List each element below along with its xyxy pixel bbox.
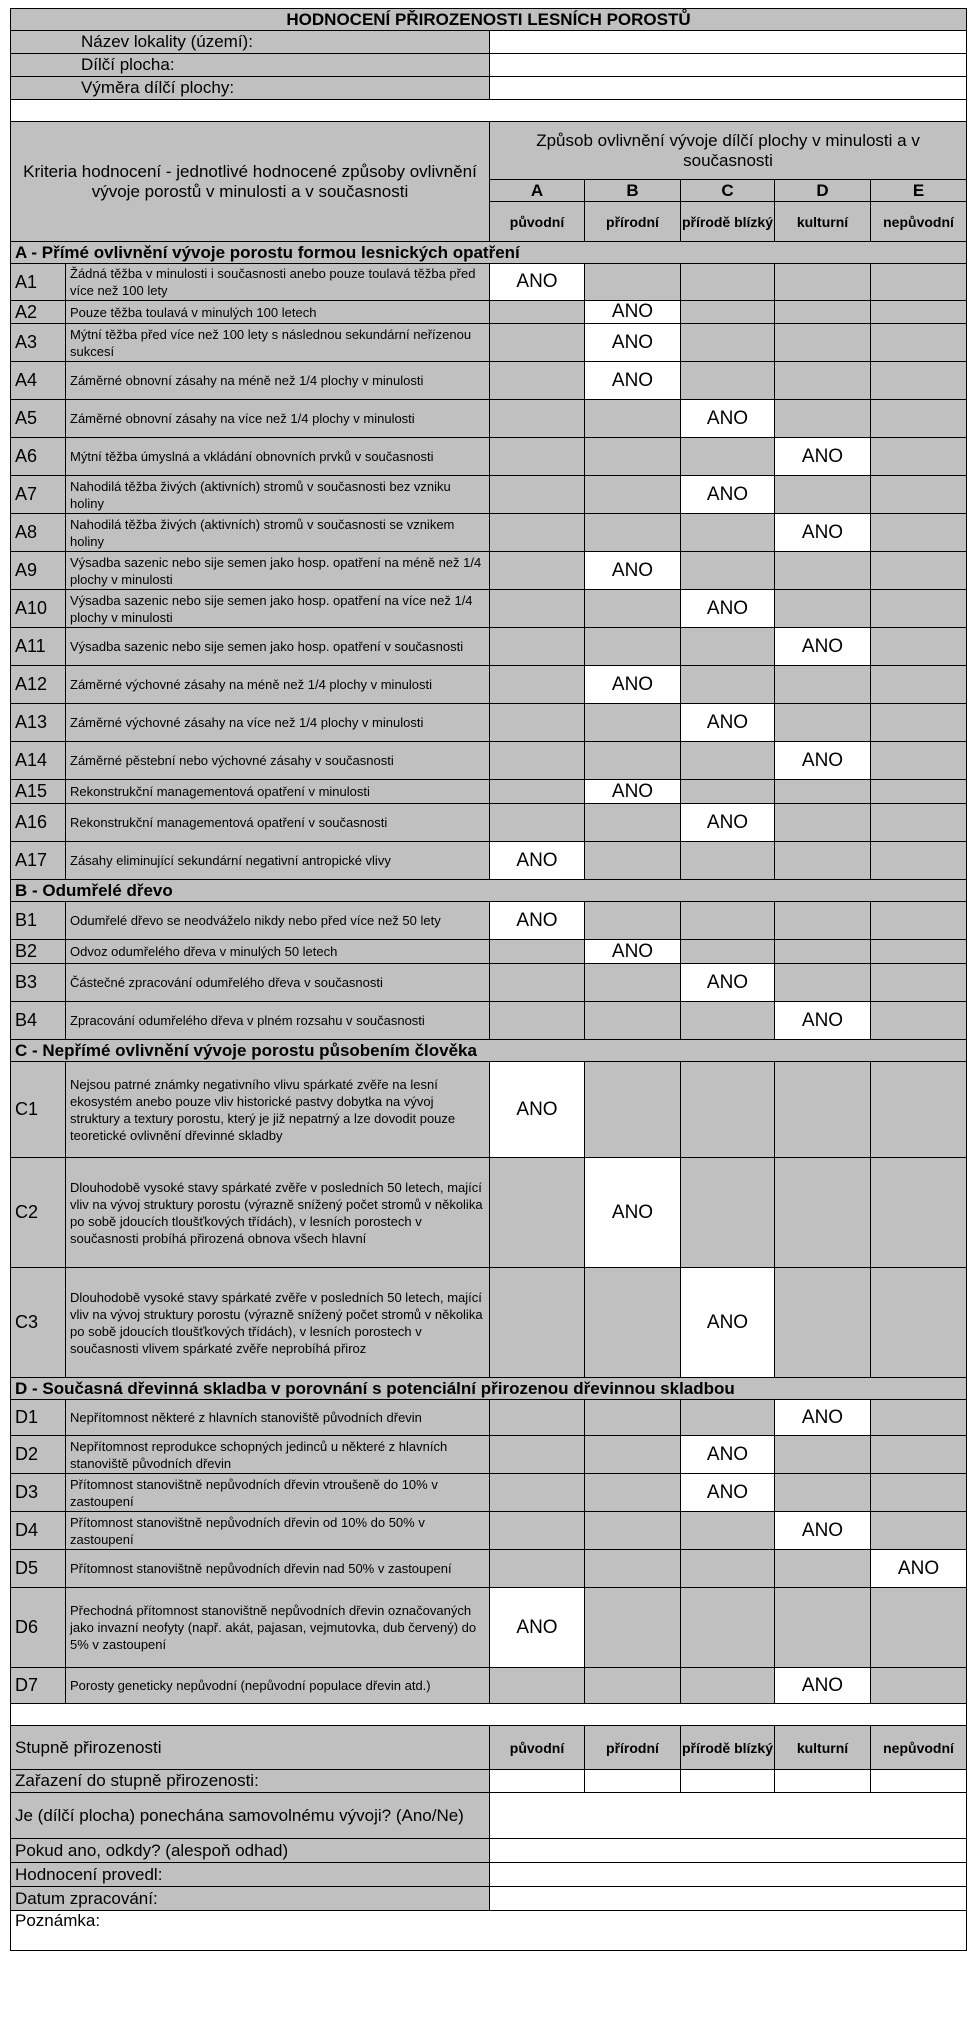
empty-cell — [775, 704, 871, 742]
category-name: přírodě blízký — [681, 202, 775, 242]
criterion-code: A13 — [11, 704, 66, 742]
empty-cell — [775, 1158, 871, 1268]
ano-cell[interactable]: ANO — [681, 400, 775, 438]
criterion-description: Nepřítomnost některé z hlavních stanoviště původních dřevin — [66, 1400, 490, 1436]
classification-cell[interactable] — [490, 1770, 585, 1793]
empty-cell — [775, 964, 871, 1002]
criterion-code: A3 — [11, 324, 66, 362]
empty-cell — [871, 324, 967, 362]
classification-cell[interactable] — [871, 1770, 967, 1793]
empty-cell — [490, 1668, 585, 1704]
empty-cell — [490, 704, 585, 742]
empty-cell — [775, 666, 871, 704]
empty-cell — [490, 476, 585, 514]
empty-cell — [490, 590, 585, 628]
criterion-row — [11, 1002, 967, 1040]
criterion-description: Žádná těžba v minulosti i současnosti anebo pouze toulavá těžba před více než 100 lety — [66, 264, 490, 301]
category-name: přírodě blízký — [681, 1726, 775, 1770]
empty-cell — [585, 590, 681, 628]
criterion-description: Záměrné obnovní zásahy na méně než 1/4 plochy v minulosti — [66, 362, 490, 400]
locality-name-label: Název lokality (území): — [11, 31, 490, 54]
ano-cell[interactable]: ANO — [775, 1668, 871, 1704]
form-title: HODNOCENÍ PŘIROZENOSTI LESNÍCH POROSTŮ — [11, 9, 967, 31]
criterion-row — [11, 362, 967, 400]
empty-cell — [490, 1512, 585, 1550]
empty-cell — [775, 842, 871, 880]
empty-cell — [490, 666, 585, 704]
criterion-row — [11, 1436, 967, 1474]
criterion-row — [11, 804, 967, 842]
empty-cell — [871, 400, 967, 438]
criterion-row — [11, 1158, 967, 1268]
criterion-code: A9 — [11, 552, 66, 590]
ano-cell[interactable]: ANO — [681, 804, 775, 842]
criterion-row — [11, 552, 967, 590]
empty-cell — [585, 1062, 681, 1158]
ano-cell[interactable]: ANO — [775, 1512, 871, 1550]
ano-cell[interactable]: ANO — [775, 1400, 871, 1436]
category-name: původní — [490, 202, 585, 242]
criterion-description: Výsadba sazenic nebo sije semen jako hosp. opatření na více než 1/4 plochy v minulosti — [66, 590, 490, 628]
empty-cell — [775, 590, 871, 628]
empty-cell — [585, 1588, 681, 1668]
empty-cell — [775, 301, 871, 324]
empty-cell — [775, 1588, 871, 1668]
ano-cell[interactable]: ANO — [490, 1062, 585, 1158]
empty-cell — [775, 476, 871, 514]
empty-cell — [775, 400, 871, 438]
criterion-code: A1 — [11, 264, 66, 301]
criterion-description: Rekonstrukční managementová opatření v současnosti — [66, 804, 490, 842]
criterion-row — [11, 1550, 967, 1588]
criterion-row — [11, 704, 967, 742]
criterion-row — [11, 438, 967, 476]
empty-cell — [681, 902, 775, 940]
criterion-description: Mýtní těžba před více než 100 lety s následnou sekundární neřízenou sukcesí — [66, 324, 490, 362]
empty-cell — [490, 1002, 585, 1040]
evaluator-field[interactable] — [490, 1863, 967, 1887]
criterion-code: A16 — [11, 804, 66, 842]
criterion-code: A11 — [11, 628, 66, 666]
empty-cell — [681, 514, 775, 552]
empty-cell — [871, 438, 967, 476]
ano-cell[interactable]: ANO — [681, 1436, 775, 1474]
criterion-code: A17 — [11, 842, 66, 880]
empty-cell — [871, 362, 967, 400]
empty-cell — [490, 438, 585, 476]
ano-cell[interactable]: ANO — [775, 742, 871, 780]
ano-cell[interactable]: ANO — [681, 476, 775, 514]
criterion-row — [11, 514, 967, 552]
criterion-description: Zásahy eliminující sekundární negativní antropické vlivy — [66, 842, 490, 880]
ano-cell[interactable]: ANO — [585, 362, 681, 400]
criterion-code: D4 — [11, 1512, 66, 1550]
empty-cell — [490, 1158, 585, 1268]
criterion-description: Pouze těžba toulavá v minulých 100 letech — [66, 301, 490, 324]
empty-cell — [871, 666, 967, 704]
criterion-code: D1 — [11, 1400, 66, 1436]
criterion-description: Přítomnost stanovištně nepůvodních dřevin vtroušeně do 10% v zastoupení — [66, 1474, 490, 1512]
category-letter: E — [871, 180, 967, 202]
since-label: Pokud ano, odkdy? (alespoň odhad) — [11, 1839, 490, 1863]
criterion-code: A6 — [11, 438, 66, 476]
criterion-code: D7 — [11, 1668, 66, 1704]
category-name: kulturní — [775, 202, 871, 242]
subplot-area-label: Výměra dílčí plochy: — [11, 77, 490, 100]
empty-cell — [871, 940, 967, 964]
criterion-code: A8 — [11, 514, 66, 552]
ano-cell[interactable]: ANO — [585, 780, 681, 804]
empty-cell — [681, 1158, 775, 1268]
category-name: přírodní — [585, 202, 681, 242]
ano-cell[interactable]: ANO — [775, 438, 871, 476]
criterion-row — [11, 742, 967, 780]
criterion-code: A10 — [11, 590, 66, 628]
empty-cell — [775, 780, 871, 804]
subplot-area-field[interactable] — [490, 77, 967, 100]
evaluation-form — [10, 8, 966, 1951]
empty-cell — [871, 552, 967, 590]
empty-cell — [775, 804, 871, 842]
criterion-description: Nepřítomnost reprodukce schopných jedinců u některé z hlavních stanoviště původních dřevin — [66, 1436, 490, 1474]
empty-cell — [681, 1588, 775, 1668]
category-letter: C — [681, 180, 775, 202]
category-letter: D — [775, 180, 871, 202]
criterion-description: Dlouhodobě vysoké stavy spárkaté zvěře v posledních 50 letech, mající vliv na vývoj struktury porostu (výrazně snížený počet stromů v několika po sobě jdoucích tloušťkových třídách), v lesních porostech v současnosti vlivem spárkaté zvěře neprobíhá přiroz — [66, 1268, 490, 1378]
empty-cell — [871, 1062, 967, 1158]
criterion-description: Záměrné výchovné zásahy na více než 1/4 plochy v minulosti — [66, 704, 490, 742]
empty-cell — [871, 780, 967, 804]
empty-cell — [585, 1512, 681, 1550]
empty-cell — [871, 1400, 967, 1436]
empty-cell — [490, 964, 585, 1002]
empty-cell — [490, 1474, 585, 1512]
empty-cell — [681, 1002, 775, 1040]
empty-cell — [871, 1436, 967, 1474]
criterion-code: A4 — [11, 362, 66, 400]
ano-cell[interactable]: ANO — [775, 514, 871, 552]
criterion-code: A12 — [11, 666, 66, 704]
empty-cell — [775, 902, 871, 940]
criterion-row — [11, 264, 967, 301]
criterion-row — [11, 964, 967, 1002]
empty-cell — [775, 362, 871, 400]
empty-cell — [490, 514, 585, 552]
empty-cell — [775, 940, 871, 964]
empty-cell — [490, 628, 585, 666]
empty-cell — [490, 362, 585, 400]
evaluator-label: Hodnocení provedl: — [11, 1863, 490, 1887]
date-label: Datum zpracování: — [11, 1887, 490, 1911]
empty-cell — [490, 1550, 585, 1588]
empty-cell — [871, 1512, 967, 1550]
empty-cell — [775, 1474, 871, 1512]
empty-cell — [585, 1474, 681, 1512]
empty-cell — [681, 940, 775, 964]
criterion-description: Přítomnost stanovištně nepůvodních dřevin od 10% do 50% v zastoupení — [66, 1512, 490, 1550]
empty-cell — [681, 1668, 775, 1704]
empty-cell — [490, 400, 585, 438]
criterion-row — [11, 301, 967, 324]
empty-cell — [681, 1550, 775, 1588]
spontaneous-label: Je (dílčí plocha) ponechána samovolnému vývoji? (Ano/Ne) — [11, 1793, 490, 1839]
criterion-description: Zpracování odumřelého dřeva v plném rozsahu v současnosti — [66, 1002, 490, 1040]
criteria-header: Kriteria hodnocení - jednotlivé hodnocené způsoby ovlivnění vývoje porostů v minulosti a v současnosti — [11, 122, 490, 242]
empty-cell — [775, 1436, 871, 1474]
criterion-row — [11, 1668, 967, 1704]
ano-cell[interactable]: ANO — [585, 940, 681, 964]
criterion-code: D5 — [11, 1550, 66, 1588]
ano-cell[interactable]: ANO — [871, 1550, 967, 1588]
criterion-code: D3 — [11, 1474, 66, 1512]
empty-cell — [490, 804, 585, 842]
criterion-description: Dlouhodobě vysoké stavy spárkaté zvěře v posledních 50 letech, mající vliv na vývoj struktury porostu (výrazně snížený počet stromů v několika po sobě jdoucích tloušťkových třídách), v lesních porostech v současnosti probíhá přirozená obnova všech hlavní — [66, 1158, 490, 1268]
ano-cell[interactable]: ANO — [585, 301, 681, 324]
empty-cell — [585, 704, 681, 742]
empty-cell — [585, 842, 681, 880]
criterion-description: Nejsou patrné známky negativního vlivu spárkaté zvěře na lesní ekosystém anebo pouze vliv historické pastvy dobytka na vývoj struktury a textury porostu, který je již nepatrný a lze dovodit pouze teoretické ovlivnění dřevinné skladby — [66, 1062, 490, 1158]
empty-cell — [585, 1436, 681, 1474]
ano-cell[interactable]: ANO — [585, 666, 681, 704]
criterion-description: Přítomnost stanovištně nepůvodních dřevin nad 50% v zastoupení — [66, 1550, 490, 1588]
criterion-description: Mýtní těžba úmyslná a vkládání obnovních prvků v současnosti — [66, 438, 490, 476]
empty-cell — [490, 940, 585, 964]
criterion-description: Nahodilá těžba živých (aktivních) stromů v současnosti bez vzniku holiny — [66, 476, 490, 514]
empty-cell — [585, 400, 681, 438]
empty-cell — [871, 704, 967, 742]
empty-cell — [871, 902, 967, 940]
criterion-code: A2 — [11, 301, 66, 324]
ano-cell[interactable]: ANO — [490, 264, 585, 301]
empty-cell — [871, 1668, 967, 1704]
criterion-row — [11, 400, 967, 438]
empty-cell — [585, 1268, 681, 1378]
empty-cell — [681, 780, 775, 804]
date-field[interactable] — [490, 1887, 967, 1911]
ano-cell[interactable]: ANO — [490, 1588, 585, 1668]
criterion-row — [11, 628, 967, 666]
spontaneous-field[interactable] — [490, 1793, 967, 1839]
criterion-code: D6 — [11, 1588, 66, 1668]
empty-cell — [681, 1062, 775, 1158]
empty-cell — [490, 1268, 585, 1378]
criterion-description: Záměrné výchovné zásahy na méně než 1/4 plochy v minulosti — [66, 666, 490, 704]
empty-cell — [585, 902, 681, 940]
classification-cell[interactable] — [681, 1770, 775, 1793]
criterion-description: Záměrné pěstební nebo výchovné zásahy v současnosti — [66, 742, 490, 780]
empty-cell — [585, 964, 681, 1002]
empty-cell — [490, 301, 585, 324]
note-field[interactable] — [11, 1911, 967, 1951]
empty-cell — [585, 476, 681, 514]
empty-cell — [585, 514, 681, 552]
criterion-description: Porosty geneticky nepůvodní (nepůvodní populace dřevin atd.) — [66, 1668, 490, 1704]
empty-cell — [681, 1512, 775, 1550]
category-name: kulturní — [775, 1726, 871, 1770]
section-header: B - Odumřelé dřevo — [11, 880, 967, 902]
criterion-description: Částečné zpracování odumřelého dřeva v současnosti — [66, 964, 490, 1002]
category-letter: A — [490, 180, 585, 202]
empty-cell — [775, 1268, 871, 1378]
empty-cell — [775, 552, 871, 590]
criterion-row — [11, 324, 967, 362]
empty-cell — [585, 1002, 681, 1040]
empty-cell — [681, 362, 775, 400]
empty-cell — [871, 476, 967, 514]
empty-cell — [681, 742, 775, 780]
spacer-row — [11, 1704, 967, 1726]
empty-cell — [871, 1268, 967, 1378]
ano-cell[interactable]: ANO — [490, 902, 585, 940]
empty-cell — [585, 804, 681, 842]
criterion-row — [11, 1062, 967, 1158]
empty-cell — [490, 324, 585, 362]
empty-cell — [871, 1002, 967, 1040]
empty-cell — [490, 1400, 585, 1436]
ano-cell[interactable]: ANO — [585, 552, 681, 590]
note-label: Poznámka: — [15, 1911, 101, 1930]
criterion-code: C3 — [11, 1268, 66, 1378]
criterion-row — [11, 780, 967, 804]
empty-cell — [871, 628, 967, 666]
category-letter: B — [585, 180, 681, 202]
empty-cell — [775, 1062, 871, 1158]
empty-cell — [871, 964, 967, 1002]
section-header: D - Současná dřevinná skladba v porovnání s potenciální přirozenou dřevinnou skladbou — [11, 1378, 967, 1400]
empty-cell — [871, 1474, 967, 1512]
ano-cell[interactable]: ANO — [585, 324, 681, 362]
empty-cell — [871, 842, 967, 880]
empty-cell — [871, 264, 967, 301]
empty-cell — [871, 514, 967, 552]
empty-cell — [775, 1550, 871, 1588]
classification-cell[interactable] — [585, 1770, 681, 1793]
criterion-description: Rekonstrukční managementová opatření v minulosti — [66, 780, 490, 804]
criterion-description: Přechodná přítomnost stanovištně nepůvodních dřevin označovaných jako invazní neofyty (např. akát, pajasan, vejmutovka, dub červený) do 5% v zastoupení — [66, 1588, 490, 1668]
criterion-row — [11, 902, 967, 940]
empty-cell — [681, 552, 775, 590]
criterion-row — [11, 590, 967, 628]
spacer-row — [11, 100, 967, 122]
criterion-code: B3 — [11, 964, 66, 1002]
empty-cell — [490, 552, 585, 590]
criterion-code: D2 — [11, 1436, 66, 1474]
empty-cell — [585, 1400, 681, 1436]
criterion-description: Výsadba sazenic nebo sije semen jako hosp. opatření v současnosti — [66, 628, 490, 666]
empty-cell — [681, 628, 775, 666]
ano-cell[interactable]: ANO — [585, 1158, 681, 1268]
ano-cell[interactable]: ANO — [681, 1268, 775, 1378]
criterion-code: B2 — [11, 940, 66, 964]
criterion-code: A5 — [11, 400, 66, 438]
evaluation-table — [10, 8, 967, 1951]
criterion-row — [11, 842, 967, 880]
method-header: Způsob ovlivnění vývoje dílčí plochy v minulosti a v současnosti — [490, 122, 967, 180]
criterion-description: Odumřelé dřevo se neodváželo nikdy nebo před více než 50 lety — [66, 902, 490, 940]
ano-cell[interactable]: ANO — [775, 628, 871, 666]
empty-cell — [585, 1550, 681, 1588]
section-header: C - Nepřímé ovlivnění vývoje porostu působením člověka — [11, 1040, 967, 1062]
criterion-code: C2 — [11, 1158, 66, 1268]
criterion-code: A7 — [11, 476, 66, 514]
criterion-row — [11, 666, 967, 704]
empty-cell — [775, 324, 871, 362]
ano-cell[interactable]: ANO — [681, 964, 775, 1002]
criterion-code: B4 — [11, 1002, 66, 1040]
criterion-row — [11, 1588, 967, 1668]
empty-cell — [681, 666, 775, 704]
empty-cell — [871, 590, 967, 628]
category-name: přírodní — [585, 1726, 681, 1770]
criterion-row — [11, 1400, 967, 1436]
since-field[interactable] — [490, 1839, 967, 1863]
empty-cell — [585, 742, 681, 780]
empty-cell — [681, 264, 775, 301]
criterion-row — [11, 1512, 967, 1550]
subplot-label: Dílčí plocha: — [11, 54, 490, 77]
empty-cell — [871, 1158, 967, 1268]
empty-cell — [490, 780, 585, 804]
classification-label: Zařazení do stupně přirozenosti: — [11, 1770, 490, 1793]
empty-cell — [585, 438, 681, 476]
category-name: nepůvodní — [871, 1726, 967, 1770]
criterion-row — [11, 940, 967, 964]
empty-cell — [681, 1400, 775, 1436]
criterion-description: Nahodilá těžba živých (aktivních) stromů v současnosti se vznikem holiny — [66, 514, 490, 552]
criterion-code: A15 — [11, 780, 66, 804]
ano-cell[interactable]: ANO — [681, 704, 775, 742]
section-header: A - Přímé ovlivnění vývoje porostu formou lesnických opatření — [11, 242, 967, 264]
locality-name-field[interactable] — [490, 31, 967, 54]
subplot-field[interactable] — [490, 54, 967, 77]
empty-cell — [585, 264, 681, 301]
empty-cell — [871, 804, 967, 842]
category-name: nepůvodní — [871, 202, 967, 242]
ano-cell[interactable]: ANO — [490, 842, 585, 880]
ano-cell[interactable]: ANO — [681, 1474, 775, 1512]
empty-cell — [681, 842, 775, 880]
criterion-row — [11, 476, 967, 514]
empty-cell — [871, 742, 967, 780]
ano-cell[interactable]: ANO — [775, 1002, 871, 1040]
empty-cell — [490, 1436, 585, 1474]
classification-cell[interactable] — [775, 1770, 871, 1793]
empty-cell — [585, 1668, 681, 1704]
empty-cell — [681, 438, 775, 476]
empty-cell — [775, 264, 871, 301]
empty-cell — [585, 628, 681, 666]
ano-cell[interactable]: ANO — [681, 590, 775, 628]
empty-cell — [871, 301, 967, 324]
category-name: původní — [490, 1726, 585, 1770]
degree-label: Stupně přirozenosti — [11, 1726, 490, 1770]
empty-cell — [490, 742, 585, 780]
criterion-row — [11, 1268, 967, 1378]
criterion-description: Záměrné obnovní zásahy na více než 1/4 plochy v minulosti — [66, 400, 490, 438]
criterion-code: A14 — [11, 742, 66, 780]
criterion-code: B1 — [11, 902, 66, 940]
criterion-description: Výsadba sazenic nebo sije semen jako hosp. opatření na méně než 1/4 plochy v minulosti — [66, 552, 490, 590]
empty-cell — [681, 301, 775, 324]
empty-cell — [871, 1588, 967, 1668]
criterion-description: Odvoz odumřelého dřeva v minulých 50 letech — [66, 940, 490, 964]
empty-cell — [681, 324, 775, 362]
criterion-row — [11, 1474, 967, 1512]
criterion-code: C1 — [11, 1062, 66, 1158]
